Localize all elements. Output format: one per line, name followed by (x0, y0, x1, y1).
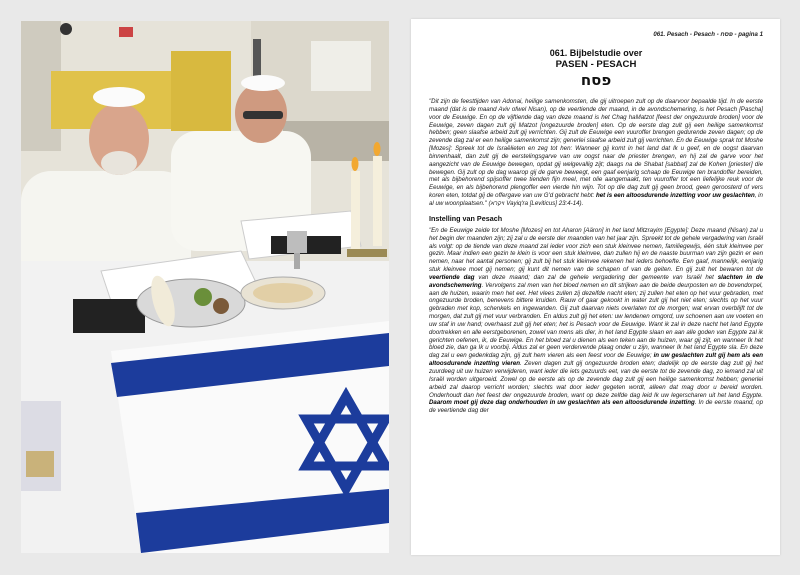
flame-left (352, 157, 359, 171)
yellow-cabinet-right (171, 51, 231, 131)
seder-scene (21, 21, 389, 553)
body-bold-4: Daarom moet gij deze dag onderhouden in uw geslachten als een altoosdurende inzetting (429, 399, 695, 407)
intro-paragraph (429, 98, 763, 208)
candlestick-base (347, 249, 387, 257)
body-part-4: . Zeven dagen zult gij ongezuurde broden eten; dadelijk op de eerste dag zult gij het zuurdeeg uit uw huizen verwijderen, want ieder die iets gezuurds eet, van de eerste tot de zevende dag, zo iemand zal uit Israël worden uitgeroeid. Zowel op de eerste als op de zevende dag zult gij een heilige samenkomst hebben; generlei arbeid zal daarop verricht worden; slechts wat door ieder gegeten wordt, alleen dat mag door u bereid worden. Onderhoudt dan het feest der ongezuurde broden, want op deze zelfde dag leid Ik uw legerscharen uit het land Egypte. (429, 360, 763, 399)
title-line-1: 061. Bijbelstudie over (549, 48, 643, 58)
section-heading: Instelling van Pesach (429, 213, 503, 223)
camera-dome (60, 23, 72, 35)
man-right-glasses (243, 111, 283, 119)
body-part-3: . Vervolgens zal men van het bloed nemen en dit strijken aan de beide deurposten en de bovendorpel, aan de huizen, waarin men het eet. Het vlees zullen zij dezelfde nacht eten; zij zullen het eten op het vuur gebraden, met ongezuurde broden, benevens bittere kruiden. Rauw of gaar gekookt in water zult gij het niet eten; slechts op het vuur gebraden met kop, schenkels en ingewanden. Gij zult daarvan niets overlaten tot de morgen; wat ervan overblijft tot de morgen, dat zult gij met vuur verbranden. En aldus zult gij het eten: uw lendenen omgord, uw schoenen aan uw voeten en uw staf in uw hand; overhaast zult gij het eten; het is Pesach voor de Eeuwige. Want ik zal in deze nacht het land Egypte doortrekken en alle eerstgeborenen, zowel van mens als dier, in het land Egypte slaan en aan alle goden van Egypte zal ik gerichten oefenen, ik, de Eeuwige. En het bloed zal u dienen als een teken aan de huizen, waar gij zijt, en wanneer Ik het bloed zie, dan ga Ik u voorbij. Aldus zal er geen verdervende plaag onder u zijn, wanneer Ik het land Egypte sla. En deze dag zal u een gedenkdag zijn, gij zult hem vieren als een feest voor de Eeuwige; (429, 281, 763, 360)
document-page (411, 19, 780, 555)
flame-right (374, 142, 381, 156)
man-right-kippah (241, 75, 285, 91)
body-part-1: "En de Eeuwige zeide tot Moshe [Mozes] en tot Aharon [Aäron] in het land Mitzrayim [Egypte]: Deze maand (Nisan) zal u het begin der maanden zijn; zij zal u de eerste der maanden van het jaar zijn. Spreekt tot de gehele vergadering van Israël als volgt: op de tiende van deze maand zal ieder voor zich een stuk kleinvee nemen, familiegewijs, één stuk kleinvee per gezin. Maar indien een gezin te klein is voor een stuk kleinvee, dan zullen hij en de naaste buurman van zijn gezin er een nemen, naar het aantal personen; gij zult bij het stuk kleinvee rekenen het ieders behoefte. Een gaaf, mannelijk, eenjarig stuk kleinvee moet gij nemen; gij kunt dit nemen van de schapen of van de geiten. En gij zult het bewaren tot de (429, 226, 763, 274)
man-left-kippah (93, 87, 145, 107)
body-paragraph (429, 227, 763, 415)
wall-poster (311, 41, 371, 91)
title-block (429, 48, 763, 89)
booklet-picture (26, 451, 54, 477)
wall-sign (119, 27, 133, 37)
black-folder (73, 299, 145, 333)
body-bold-3: in uw geslachten zult gij hem als een altoosdurende inzetting vieren (429, 352, 763, 368)
body-bold-1: veertiende dag (429, 273, 475, 281)
body-bold-2: slachten in de avondschemering (429, 273, 763, 289)
body-part-2: van deze maand; dan zal de gehele vergadering der gemeente van Israël het (478, 273, 714, 281)
cup-stem (294, 253, 300, 269)
candle-right (373, 156, 382, 246)
intro-quote: "Dit zijn de feesttijden van Adonai, heilige samenkomsten, die gij uitroepen zult op de daarvoor bepaalde tijd. In de eerste maand (dat is de maand Aviv ofwel Nisan), op de veertiende der maand, in de avondschemering, is het Pesach [Pascha] voor de Eeuwige. En op de vijftiende dag van deze maand is het Chag haMatzot [feest der ongezuurde broden] voor de Eeuwige, zeven dagen zult gij Matzot [ongezuurde broden] eten. Op de eerste dag zult gij een heilige samenkomst hebben; geen slaafse arbeid zult gij verrichten. Gij zult de Eeuwige een vuuroffer brengen gedurende zeven dagen; op de zevende dag zal er een heilige samenkomst zijn; generlei slaafse arbeid zult gij verrichten. En de Eeuwige sprak tot Moshe [Mozes]: Spreek tot de Israëlieten en zeg tot hen: Wanneer gij komt in het land dat Ik u geef, en de oogst daarvan binnenhaalt, dan zult gij de eerstelingsgarve van uw oogst naar de priester brengen, en hij zal de garve voor het aangezicht van de Eeuwige bewegen, opdat gij welgevallig zijt; daags na de Shabat [sabbat] zal de Kohen [priester] die bewegen. Gij zult op de dag waarop gij de garve beweegt, een gaaf eenjarig schaap de Eeuwige ten brandoffer bereiden, met als bijbehorend spijsoffer twee tienden fijn meel, met olie aangemaakt, ten vuuroffer tot een liefelijke reuk voor de Eeuwige, en als bijbehorend plengoffer een vierde hin wijn. Tot op die dag zult gij geen brood, geen geroosterd of vers koren eten, totdat gij de offergave van uw G'd gebracht hebt: (429, 98, 763, 200)
booklet-left (21, 401, 61, 491)
man-left-beard (101, 151, 137, 175)
title-line-2: PASEN - PESACH (555, 59, 637, 70)
kiddush-cup (287, 231, 307, 253)
matzah (253, 283, 313, 303)
shank-bone (213, 298, 229, 314)
candle-left (351, 171, 360, 249)
greens (194, 288, 212, 306)
intro-tail: , in al uw woonplaatsen." (ויקרא Vayiq'ra [Leviticus] 23:4-14). (429, 192, 763, 207)
title-hebrew: פסח (580, 71, 612, 89)
body-part-5: . In de eerste maand, op de veertiende dag der (429, 399, 763, 415)
seder-photo (21, 21, 389, 553)
intro-bold: het is een altoosdurende inzetting voor uw geslachten (596, 192, 755, 200)
running-head: 061. Pesach - Pesach - פסח - pagina 1 (653, 31, 763, 38)
